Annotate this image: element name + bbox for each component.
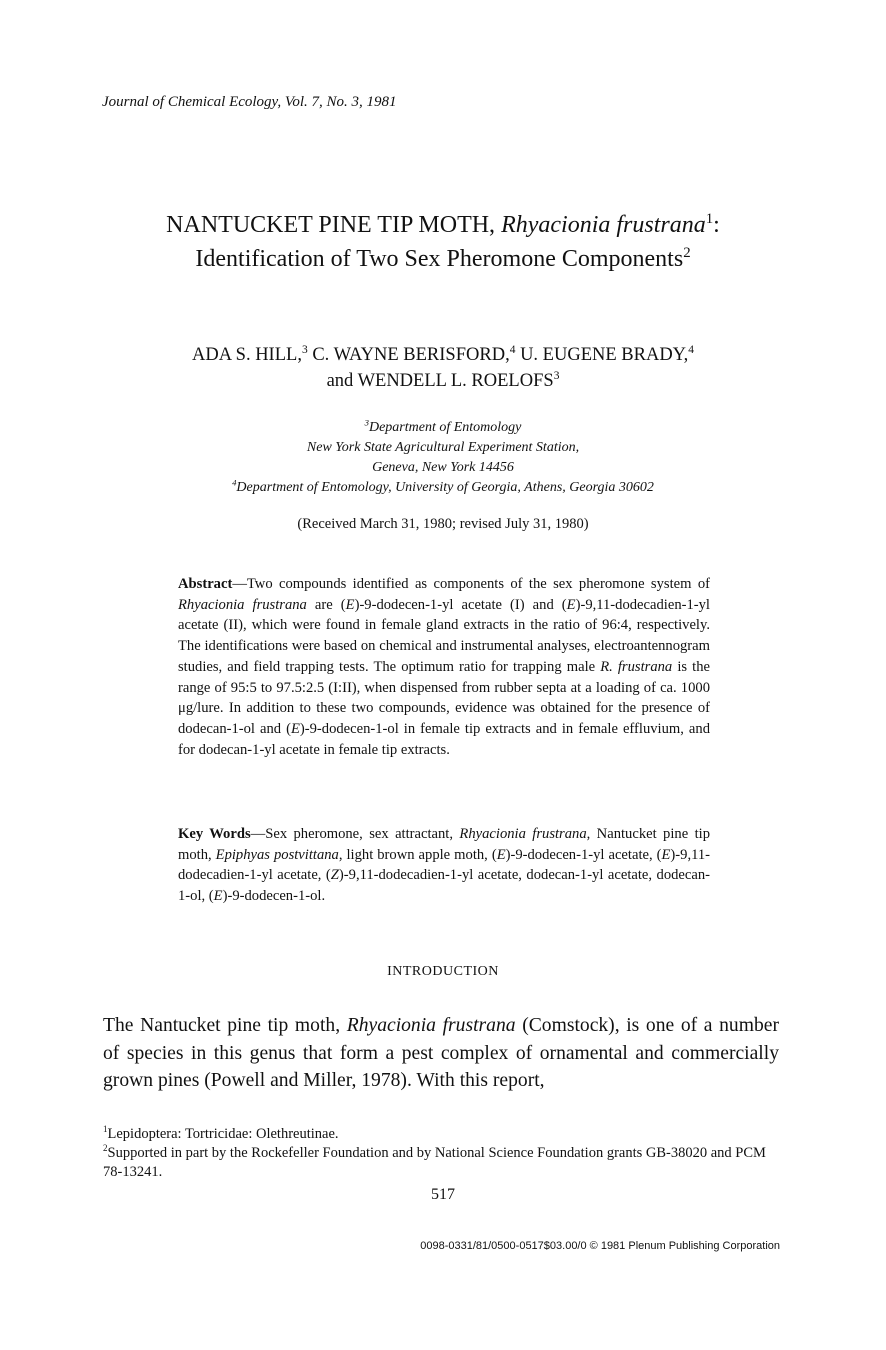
keywords-label: Key Words <box>178 826 251 842</box>
author-hill: ADA S. HILL, <box>191 345 302 365</box>
species-name: Rhyacionia frustrana <box>178 596 307 613</box>
abstract-label: Abstract <box>178 576 233 592</box>
footnote-text: Supported in part by the Rockefeller Foundation and by National Science Foundation grants GB-38020 and PCM 78-13241. <box>103 1145 766 1180</box>
journal-citation: Journal of Chemical Ecology, Vol. 7, No. 3, 1981 <box>102 94 397 110</box>
paper-title <box>0 208 886 276</box>
title-line-2 <box>0 242 886 276</box>
title-species: Rhyacionia frustrana <box>501 212 706 238</box>
affiliation-line <box>0 478 886 498</box>
isomer-label: E <box>290 720 300 737</box>
affil-marker: 3 <box>364 417 369 428</box>
affiliation-line: New York State Agricultural Experiment Station, <box>306 440 580 455</box>
isomer-label: E <box>566 596 576 613</box>
affiliation-text: Department of Entomology <box>368 420 522 435</box>
affiliation-text: Department of Entomology, University of Georgia, Athens, Georgia 30602 <box>236 480 654 495</box>
author-affil-marker: 3 <box>553 369 560 382</box>
author-affil-marker: 3 <box>301 343 308 356</box>
body-text: The Nantucket pine tip moth, <box>103 1015 347 1036</box>
species-name: Rhyacionia frustrana <box>346 1015 516 1036</box>
abstract-text: )-9-dodecen-1-yl acetate (I) and ( <box>354 596 567 613</box>
copyright-line: 0098-0331/81/0500-0517$03.00/0 © 1981 Plenum Publishing Corporation <box>420 1240 780 1252</box>
body-text: (Comstock), is one of a number of species in this genus that form a pest complex of ornamental and commercially grown pines (Powell and Miller, 1978). With this report, <box>103 1015 779 1091</box>
author-berisford: C. WAYNE BERISFORD, <box>312 345 510 365</box>
keywords-text: )-9-dodecen-1-ol. <box>222 888 326 905</box>
title-colon: : <box>713 212 720 238</box>
species-name: R. frustrana <box>600 658 673 675</box>
footnote-1 <box>103 1125 780 1144</box>
title-line-1 <box>0 208 886 242</box>
author-roelofs: and WENDELL L. ROELOFS <box>326 371 554 391</box>
isomer-label: Z <box>330 867 339 884</box>
footnote-marker: 2 <box>103 1143 108 1154</box>
footnotes <box>103 1125 780 1182</box>
isomer-label: E <box>661 846 671 863</box>
received-dates: (Received March 31, 1980; revised July 31, 1980) <box>297 516 589 532</box>
affiliation-line <box>0 418 886 438</box>
footnote-text: Lepidoptera: Tortricidae: Olethreutinae. <box>107 1126 339 1142</box>
keywords-text: )-9-dodecen-1-yl acetate, ( <box>505 846 662 863</box>
author-list <box>0 342 886 394</box>
page-number: 517 <box>431 1186 455 1203</box>
title-main: NANTUCKET PINE TIP MOTH, <box>166 212 496 238</box>
author-affil-marker: 4 <box>688 343 695 356</box>
isomer-label: E <box>345 596 355 613</box>
species-name: Epiphyas postvittana <box>215 846 339 863</box>
affil-marker: 4 <box>232 477 237 488</box>
authors-line-2 <box>0 368 886 394</box>
species-name: Rhyacionia frustrana <box>459 826 587 842</box>
abstract-text: is the range of 95:5 to 97.5:2.5 (I:II), when dispensed from rubber septa at a loading of ca. 1000 μg/lure. In addition to these two compounds, evidence was obtained for the presence of dodecan-1-ol and ( <box>178 658 710 737</box>
title-subtitle: Identification of Two Sex Pheromone Components <box>195 246 684 272</box>
author-affil-marker: 4 <box>509 343 516 356</box>
abstract-text: )-9,11-dodecadien-1-yl acetate (II), which were found in female gland extracts in the ratio of 96:4, respectively. The identifications were based on chemical and instrumental analyses, electroantennogram studies, and field trapping tests. The optimum ratio for trapping male <box>178 596 710 675</box>
abstract-text: —Two compounds identified as components of the sex pheromone system of <box>232 576 710 592</box>
abstract-text: are ( <box>306 596 346 613</box>
keywords-text: , Nantucket pine tip moth, <box>178 826 710 863</box>
keywords-text: , light brown apple moth, ( <box>338 846 497 863</box>
title-footnote-marker-2: 2 <box>683 245 691 261</box>
keywords-text: —Sex pheromone, sex attractant, <box>250 826 460 842</box>
title-footnote-marker-1: 1 <box>705 211 714 227</box>
footnote-marker: 1 <box>103 1124 108 1135</box>
isomer-label: E <box>496 846 506 863</box>
affiliations <box>0 418 886 498</box>
affiliation-line: Geneva, New York 14456 <box>372 460 514 475</box>
isomer-label: E <box>213 888 223 905</box>
abstract <box>178 574 710 760</box>
key-words <box>178 824 710 907</box>
authors-line-1 <box>0 342 886 368</box>
introduction-paragraph <box>103 1012 779 1095</box>
keywords-text: )-9,11-dodecadien-1-yl acetate, ( <box>178 846 710 884</box>
abstract-text: )-9-dodecen-1-ol in female tip extracts and in female effluvium, and for dodecan-1-yl acetate in female tip extracts. <box>178 720 710 758</box>
footnote-2 <box>103 1144 780 1182</box>
author-brady: U. EUGENE BRADY, <box>520 345 689 365</box>
keywords-text: )-9,11-dodecadien-1-yl acetate, dodecan-1-yl acetate, dodecan-1-ol, ( <box>178 867 710 905</box>
section-heading-introduction: INTRODUCTION <box>387 964 499 979</box>
